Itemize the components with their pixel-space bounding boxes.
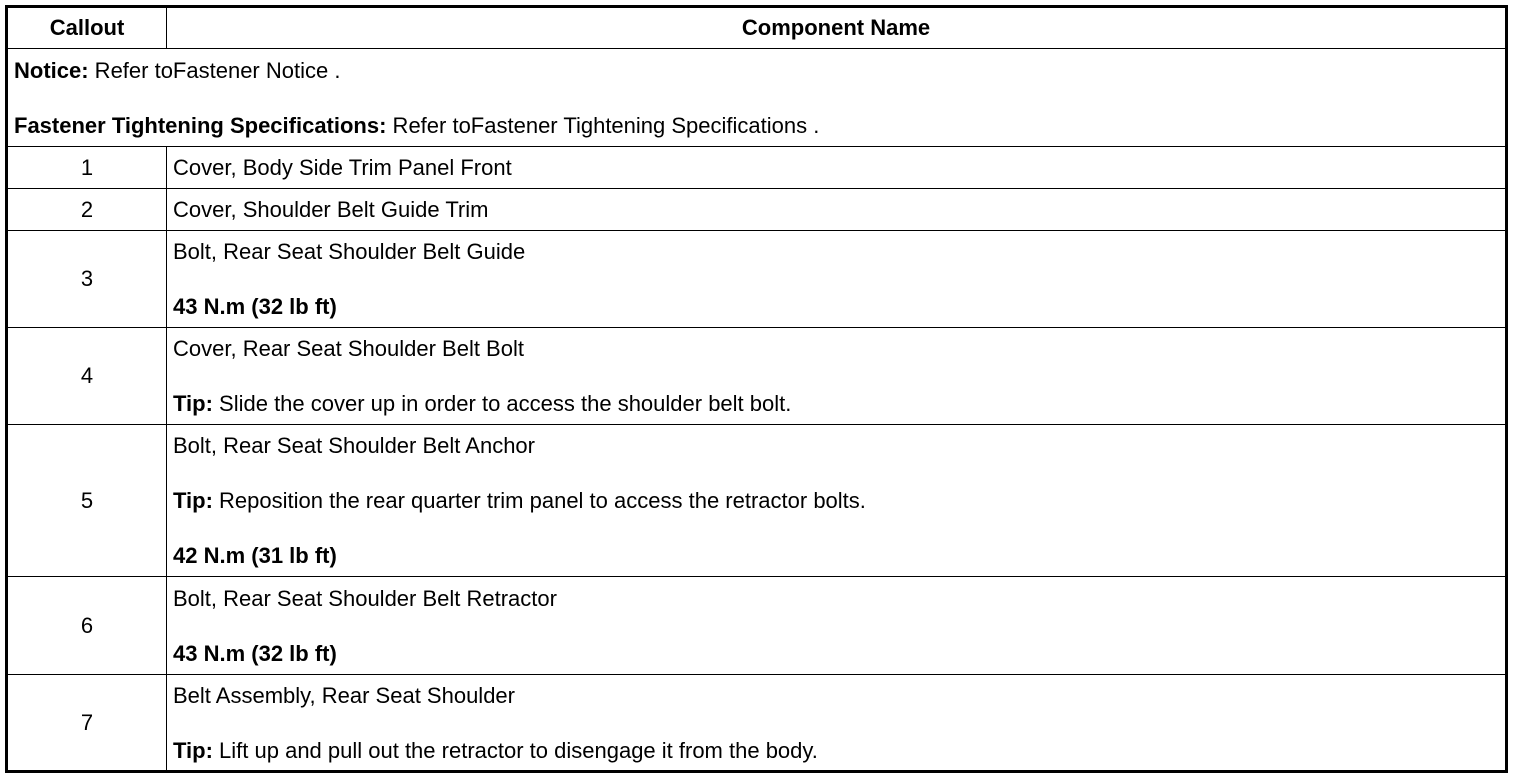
component-cell (167, 425, 1507, 577)
component-cell (167, 189, 1507, 231)
callout-cell: 4 (7, 328, 167, 425)
callout-cell: 5 (7, 425, 167, 577)
component-name: Cover, Shoulder Belt Guide Trim (173, 197, 489, 222)
notice-cell (7, 49, 1507, 147)
table-row (7, 328, 1507, 425)
callout-cell: 2 (7, 189, 167, 231)
tip (173, 390, 1499, 417)
tip (173, 487, 1499, 514)
tip-text: Lift up and pull out the retractor to disengage it from the body. (212, 737, 818, 763)
notice-row (7, 49, 1507, 147)
torque-spec: 42 N.m (31 lb ft) (173, 543, 337, 568)
component-table (5, 5, 1508, 773)
component-name: Bolt, Rear Seat Shoulder Belt Guide (173, 239, 526, 264)
component-name: Cover, Body Side Trim Panel Front (173, 155, 512, 180)
tip-label: Tip: (173, 391, 213, 416)
callout-cell: 1 (7, 147, 167, 189)
torque-spec: 43 N.m (32 lb ft) (173, 294, 337, 319)
notice-text: Refer toFastener Notice . (88, 57, 341, 83)
table-row (7, 425, 1507, 577)
spec-label: Fastener Tightening Specifications: (14, 112, 387, 138)
table-header-row (7, 7, 1507, 49)
tip-text: Reposition the rear quarter trim panel to access the retractor bolts. (212, 488, 866, 513)
component-name-header: Component Name (167, 7, 1507, 49)
table-row (7, 189, 1507, 231)
component-cell (167, 577, 1507, 675)
callout-cell: 6 (7, 577, 167, 675)
component-cell (167, 675, 1507, 772)
component-name: Belt Assembly, Rear Seat Shoulder (173, 682, 515, 708)
component-name: Bolt, Rear Seat Shoulder Belt Anchor (173, 433, 535, 458)
component-cell (167, 147, 1507, 189)
spec-text: Refer toFastener Tightening Specifications . (386, 112, 820, 138)
table-row (7, 577, 1507, 675)
table-row (7, 675, 1507, 772)
component-name: Cover, Rear Seat Shoulder Belt Bolt (173, 336, 524, 361)
tip-label: Tip: (173, 488, 213, 513)
notice-label: Notice: (14, 57, 89, 83)
tip (173, 737, 1499, 764)
callout-header: Callout (7, 7, 167, 49)
table-row (7, 147, 1507, 189)
tip-text: Slide the cover up in order to access the shoulder belt bolt. (212, 391, 792, 416)
callout-cell: 7 (7, 675, 167, 772)
component-name: Bolt, Rear Seat Shoulder Belt Retractor (173, 585, 557, 611)
callout-cell: 3 (7, 231, 167, 328)
torque-spec: 43 N.m (32 lb ft) (173, 640, 337, 666)
component-cell (167, 231, 1507, 328)
table-row (7, 231, 1507, 328)
component-cell (167, 328, 1507, 425)
tip-label: Tip: (173, 737, 213, 763)
